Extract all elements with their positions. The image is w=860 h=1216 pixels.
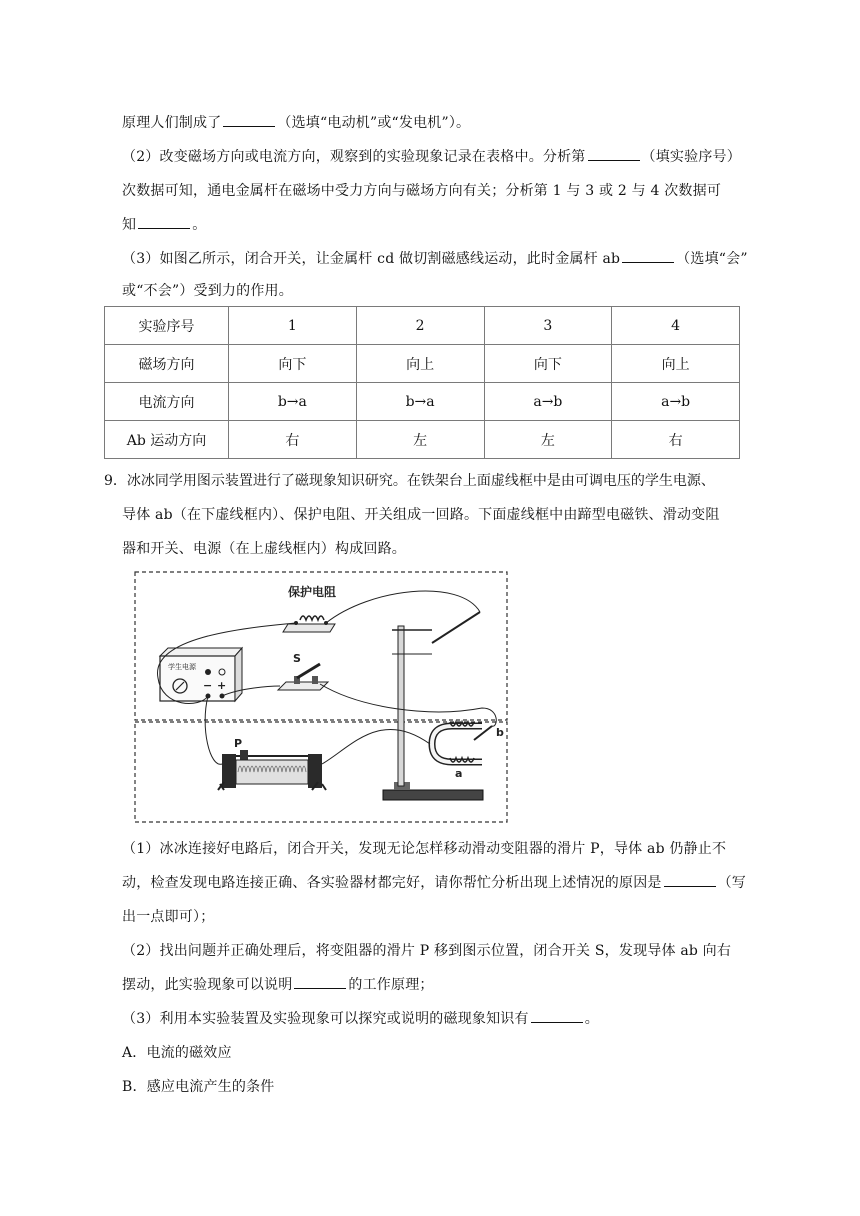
- q8-line5-post: （选填“会”: [676, 251, 748, 267]
- table-cell: a→b: [612, 383, 740, 421]
- option-a: A．电流的磁效应: [122, 1045, 232, 1061]
- answer-blank: [531, 1010, 583, 1023]
- q8-line4-post: 。: [192, 217, 207, 233]
- conductor-a-label: a: [455, 767, 463, 780]
- q8-line5-text: （3）如图乙所示，闭合开关，让金属杆 cd 做切割磁感线运动，此时金属杆 ab: [122, 251, 621, 267]
- table-cell: b→a: [229, 383, 357, 421]
- q8-line2-post: （填实验序号）: [641, 149, 741, 165]
- answer-blank: [223, 114, 275, 127]
- table-cell: b→a: [356, 383, 484, 421]
- table-cell: 磁场方向: [105, 345, 229, 383]
- power-label: 学生电源: [168, 663, 196, 671]
- table-cell: 实验序号: [105, 307, 229, 345]
- q8-line-4: [122, 214, 206, 234]
- option-b: B．感应电流产生的条件: [122, 1079, 275, 1095]
- table-cell: 1: [229, 307, 357, 345]
- q9-sub1-line2-text: 动，检查发现电路连接正确、各实验器材都完好，请你帮忙分析出现上述情况的原因是: [122, 875, 662, 891]
- q9-stem-line-3: 器和开关、电源（在上虚线框内）构成回路。: [122, 541, 406, 557]
- q9-sub3-post: 。: [584, 1011, 599, 1027]
- q9-sub3-line: [122, 1008, 599, 1028]
- table-row: [105, 307, 740, 345]
- q9-sub1-line-3: 出一点即可）；: [122, 909, 215, 925]
- q8-line-2: [122, 146, 741, 166]
- table-cell: 右: [612, 421, 740, 459]
- table-cell: 4: [612, 307, 740, 345]
- horseshoe-electromagnet: [432, 722, 504, 780]
- answer-blank: [138, 216, 190, 229]
- conductor-b-label: b: [496, 726, 504, 739]
- q9-sub3-text: （3）利用本实验装置及实验现象可以探究或说明的磁现象知识有: [122, 1011, 529, 1027]
- q9-sub2-line-1: （2）找出问题并正确处理后，将变阻器的滑片 P 移到图示位置，闭合开关 S，发现导体 ab 向右: [122, 943, 732, 959]
- table-cell: 右: [229, 421, 357, 459]
- answer-blank: [664, 874, 716, 887]
- q9-sub1-line2-post: （写: [717, 875, 747, 891]
- answer-blank: [588, 148, 640, 161]
- q8-line-3: 次数据可知，通电金属杆在磁场中受力方向与磁场方向有关；分析第 1 与 3 或 2 与 4 次数据可: [122, 183, 722, 199]
- answer-blank: [622, 250, 674, 263]
- table-cell: Ab 运动方向: [105, 421, 229, 459]
- protective-resistor: [283, 584, 336, 632]
- table-cell: a→b: [484, 383, 612, 421]
- q8-line-1: [122, 112, 470, 132]
- experiment-table: [104, 306, 740, 459]
- minus-terminal-label: −: [203, 679, 213, 692]
- table-cell: 左: [484, 421, 612, 459]
- resistor-label: 保护电阻: [288, 585, 337, 599]
- table-row: [105, 421, 740, 459]
- table-cell: 向下: [484, 345, 612, 383]
- q8-line1-text: 原理人们制成了: [122, 115, 222, 131]
- table-cell: 左: [356, 421, 484, 459]
- table-row: [105, 345, 740, 383]
- q9-stem-line-1: 9．冰冰同学用图示装置进行了磁现象知识研究。在铁架台上面虚线框中是由可调电压的学生电源、: [104, 473, 715, 489]
- plus-terminal-label: +: [217, 679, 227, 692]
- answer-blank: [294, 976, 346, 989]
- q8-line-6: 或“不会”）受到力的作用。: [122, 283, 293, 299]
- sliding-rheostat: [218, 737, 326, 790]
- iron-stand: [383, 612, 483, 800]
- apparatus-diagram: [130, 568, 512, 826]
- q8-line4-text: 知: [122, 217, 137, 233]
- table-row: [105, 383, 740, 421]
- table-cell: 向下: [229, 345, 357, 383]
- table-cell: 电流方向: [105, 383, 229, 421]
- table-cell: 向上: [612, 345, 740, 383]
- q8-line1-post: （选填“电动机”或“发电机”）。: [277, 115, 471, 131]
- q8-line2-text: （2）改变磁场方向或电流方向，观察到的实验现象记录在表格中。分析第: [122, 149, 586, 165]
- q9-sub2-line-2: [122, 974, 434, 994]
- table-cell: 向上: [356, 345, 484, 383]
- table-cell: 2: [356, 307, 484, 345]
- q9-sub2-line2-post: 的工作原理；: [348, 977, 434, 993]
- q8-line-5: [122, 248, 748, 268]
- q9-sub1-line-2: [122, 872, 746, 892]
- table-cell: 3: [484, 307, 612, 345]
- q9-sub1-line-1: （1）冰冰连接好电路后，闭合开关，发现无论怎样移动滑动变阻器的滑片 P，导体 ab 仍静止不: [122, 841, 727, 857]
- slider-p-label: P: [234, 737, 243, 750]
- q9-sub2-line2-text: 摆动，此实验现象可以说明: [122, 977, 293, 993]
- q9-stem-line-2: 导体 ab（在下虚线框内）、保护电阻、开关组成一回路。下面虚线框中由蹄型电磁铁、滑动变阻: [122, 507, 720, 523]
- switch-label: S: [293, 652, 301, 665]
